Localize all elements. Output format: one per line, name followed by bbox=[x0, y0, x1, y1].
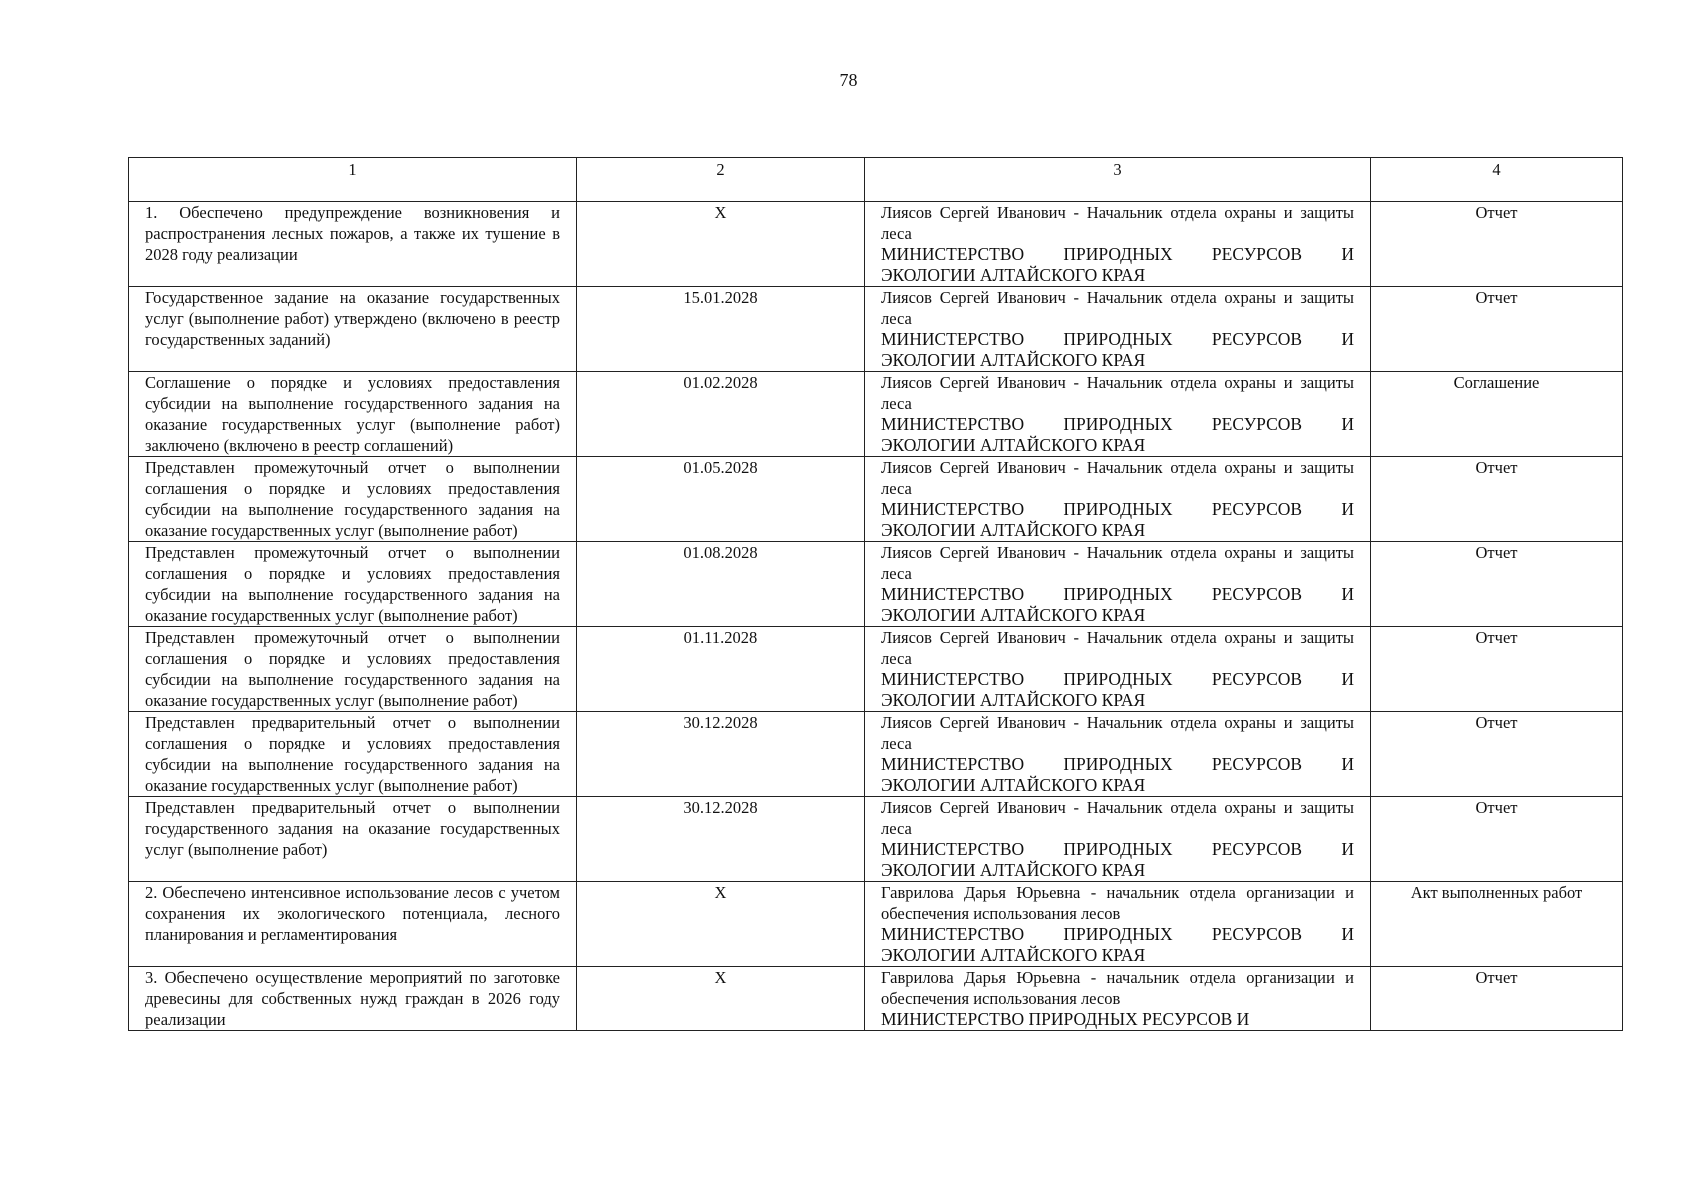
row-document-type-cell bbox=[1371, 372, 1623, 457]
row-title: Представлен промежуточный отчет о выполнении соглашения о порядке и условиях предоставления субсидии на выполнение государственного задания на оказание государственных услуг (выполнение работ) bbox=[145, 543, 560, 625]
table-row bbox=[129, 202, 1623, 287]
row-responsible-cell bbox=[865, 457, 1371, 542]
row-responsible-person: Лиясов Сергей Иванович - Начальник отдела охраны и защиты леса bbox=[881, 543, 1354, 583]
row-document-type-cell bbox=[1371, 712, 1623, 797]
table-row bbox=[129, 627, 1623, 712]
row-title: 1. Обеспечено предупреждение возникновения и распространения лесных пожаров, а также их тушение в 2028 году реализации bbox=[145, 203, 560, 264]
row-title-cell bbox=[129, 202, 577, 287]
row-responsible-org-line2: ЭКОЛОГИИ АЛТАЙСКОГО КРАЯ bbox=[881, 775, 1146, 795]
row-document-type: Отчет bbox=[1475, 458, 1518, 477]
row-responsible-cell bbox=[865, 797, 1371, 882]
header-col-3: 3 bbox=[865, 158, 1371, 202]
table-header bbox=[129, 158, 1623, 202]
row-responsible-cell bbox=[865, 287, 1371, 372]
row-document-type-cell bbox=[1371, 457, 1623, 542]
row-responsible-org-line2: ЭКОЛОГИИ АЛТАЙСКОГО КРАЯ bbox=[881, 265, 1146, 285]
row-document-type: Отчет bbox=[1475, 713, 1518, 732]
row-responsible-person: Лиясов Сергей Иванович - Начальник отдела охраны и защиты леса bbox=[881, 373, 1354, 413]
row-title: Представлен предварительный отчет о выполнении соглашения о порядке и условиях предоставления субсидии на выполнение государственного задания на оказание государственных услуг (выполнение работ) bbox=[145, 713, 560, 795]
row-document-type: Отчет bbox=[1475, 203, 1518, 222]
row-title-cell bbox=[129, 542, 577, 627]
row-title: Представлен предварительный отчет о выполнении государственного задания на оказание государственных услуг (выполнение работ) bbox=[145, 798, 560, 859]
row-date-cell bbox=[577, 542, 865, 627]
row-responsible-org-line2: ЭКОЛОГИИ АЛТАЙСКОГО КРАЯ bbox=[881, 690, 1146, 710]
row-date: 01.05.2028 bbox=[683, 458, 758, 477]
row-document-type: Отчет bbox=[1475, 628, 1518, 647]
row-responsible-org-line1: МИНИСТЕРСТВО ПРИРОДНЫХ РЕСУРСОВ И bbox=[881, 839, 1354, 859]
table-row bbox=[129, 797, 1623, 882]
table-row bbox=[129, 542, 1623, 627]
row-document-type-cell bbox=[1371, 882, 1623, 967]
row-title-cell bbox=[129, 967, 577, 1031]
row-document-type: Отчет bbox=[1475, 798, 1518, 817]
row-responsible-person: Гаврилова Дарья Юрьевна - начальник отдела организации и обеспечения использования лесов bbox=[881, 883, 1354, 923]
row-responsible-org-line1: МИНИСТЕРСТВО ПРИРОДНЫХ РЕСУРСОВ И bbox=[881, 329, 1354, 349]
row-date-cell bbox=[577, 287, 865, 372]
row-responsible-org-line1: МИНИСТЕРСТВО ПРИРОДНЫХ РЕСУРСОВ И bbox=[881, 924, 1354, 944]
row-title-cell bbox=[129, 712, 577, 797]
row-responsible-cell bbox=[865, 882, 1371, 967]
row-responsible-org-line1: МИНИСТЕРСТВО ПРИРОДНЫХ РЕСУРСОВ И bbox=[881, 584, 1354, 604]
row-date: X bbox=[714, 968, 727, 987]
row-title-cell bbox=[129, 797, 577, 882]
row-date: 01.08.2028 bbox=[683, 543, 758, 562]
row-responsible-org-line2: ЭКОЛОГИИ АЛТАЙСКОГО КРАЯ bbox=[881, 945, 1146, 965]
row-document-type: Отчет bbox=[1475, 288, 1518, 307]
row-date-cell bbox=[577, 372, 865, 457]
row-title: Соглашение о порядке и условиях предоставления субсидии на выполнение государственного задания на оказание государственных услуг (выполнение работ) заключено (включено в реестр соглашений) bbox=[145, 373, 560, 455]
row-document-type-cell bbox=[1371, 797, 1623, 882]
row-date: 01.02.2028 bbox=[683, 373, 758, 392]
row-responsible-person: Лиясов Сергей Иванович - Начальник отдела охраны и защиты леса bbox=[881, 713, 1354, 753]
row-document-type-cell bbox=[1371, 287, 1623, 372]
row-responsible-org-line2: ЭКОЛОГИИ АЛТАЙСКОГО КРАЯ bbox=[881, 435, 1146, 455]
row-responsible-cell bbox=[865, 712, 1371, 797]
row-document-type-cell bbox=[1371, 967, 1623, 1031]
row-title: Государственное задание на оказание государственных услуг (выполнение работ) утверждено (включено в реестр государственных заданий) bbox=[145, 288, 560, 349]
row-date-cell bbox=[577, 797, 865, 882]
row-title: 2. Обеспечено интенсивное использование лесов с учетом сохранения их экологического потенциала, лесного планирования и регламентирования bbox=[145, 883, 560, 944]
table-row bbox=[129, 457, 1623, 542]
row-date-cell bbox=[577, 627, 865, 712]
row-responsible-person: Лиясов Сергей Иванович - Начальник отдела охраны и защиты леса bbox=[881, 628, 1354, 668]
row-date-cell bbox=[577, 882, 865, 967]
row-title-cell bbox=[129, 457, 577, 542]
header-col-4: 4 bbox=[1371, 158, 1623, 202]
row-responsible-org-line1: МИНИСТЕРСТВО ПРИРОДНЫХ РЕСУРСОВ И bbox=[881, 499, 1354, 519]
row-responsible-org-line1: МИНИСТЕРСТВО ПРИРОДНЫХ РЕСУРСОВ И bbox=[881, 414, 1354, 434]
row-title-cell bbox=[129, 287, 577, 372]
row-responsible-org-line2: ЭКОЛОГИИ АЛТАЙСКОГО КРАЯ bbox=[881, 860, 1146, 880]
header-col-1: 1 bbox=[129, 158, 577, 202]
row-date: 15.01.2028 bbox=[683, 288, 758, 307]
row-date: 30.12.2028 bbox=[683, 713, 758, 732]
row-title-cell bbox=[129, 372, 577, 457]
row-document-type-cell bbox=[1371, 202, 1623, 287]
row-title: Представлен промежуточный отчет о выполнении соглашения о порядке и условиях предоставления субсидии на выполнение государственного задания на оказание государственных услуг (выполнение работ) bbox=[145, 458, 560, 540]
row-date-cell bbox=[577, 967, 865, 1031]
row-document-type-cell bbox=[1371, 542, 1623, 627]
header-col-2: 2 bbox=[577, 158, 865, 202]
row-responsible-cell bbox=[865, 627, 1371, 712]
row-title-cell bbox=[129, 627, 577, 712]
table-body bbox=[129, 202, 1623, 1031]
table-row bbox=[129, 712, 1623, 797]
row-date: 30.12.2028 bbox=[683, 798, 758, 817]
row-responsible-org-line2: ЭКОЛОГИИ АЛТАЙСКОГО КРАЯ bbox=[881, 350, 1146, 370]
row-document-type: Соглашение bbox=[1453, 373, 1540, 392]
header-row bbox=[129, 158, 1623, 202]
row-date-cell bbox=[577, 202, 865, 287]
row-responsible-person: Лиясов Сергей Иванович - Начальник отдела охраны и защиты леса bbox=[881, 288, 1354, 328]
row-responsible-org-line2: ЭКОЛОГИИ АЛТАЙСКОГО КРАЯ bbox=[881, 605, 1146, 625]
row-responsible-cell bbox=[865, 372, 1371, 457]
row-document-type: Акт выполненных работ bbox=[1410, 883, 1583, 902]
row-title-cell bbox=[129, 882, 577, 967]
row-responsible-person: Лиясов Сергей Иванович - Начальник отдела охраны и защиты леса bbox=[881, 203, 1354, 243]
row-date-cell bbox=[577, 712, 865, 797]
table-row bbox=[129, 967, 1623, 1031]
row-responsible-cell bbox=[865, 202, 1371, 287]
row-date: 01.11.2028 bbox=[683, 628, 758, 647]
row-date: X bbox=[714, 883, 727, 902]
page-number: 78 bbox=[839, 70, 858, 90]
row-responsible-org-line1: МИНИСТЕРСТВО ПРИРОДНЫХ РЕСУРСОВ И bbox=[881, 244, 1354, 264]
schedule-table bbox=[128, 157, 1623, 1031]
row-responsible-person: Лиясов Сергей Иванович - Начальник отдела охраны и защиты леса bbox=[881, 798, 1354, 838]
row-responsible-person: Гаврилова Дарья Юрьевна - начальник отдела организации и обеспечения использования лесов bbox=[881, 968, 1354, 1008]
row-document-type-cell bbox=[1371, 627, 1623, 712]
row-date: X bbox=[714, 203, 727, 222]
row-responsible-org-line1: МИНИСТЕРСТВО ПРИРОДНЫХ РЕСУРСОВ И bbox=[881, 1009, 1250, 1029]
row-responsible-org-line1: МИНИСТЕРСТВО ПРИРОДНЫХ РЕСУРСОВ И bbox=[881, 754, 1354, 774]
row-responsible-cell bbox=[865, 542, 1371, 627]
table-row bbox=[129, 372, 1623, 457]
row-responsible-cell bbox=[865, 967, 1371, 1031]
table-row bbox=[129, 882, 1623, 967]
row-responsible-person: Лиясов Сергей Иванович - Начальник отдела охраны и защиты леса bbox=[881, 458, 1354, 498]
row-title: 3. Обеспечено осуществление мероприятий по заготовке древесины для собственных нужд граждан в 2026 году реализации bbox=[145, 968, 560, 1029]
row-document-type: Отчет bbox=[1475, 968, 1518, 987]
row-title: Представлен промежуточный отчет о выполнении соглашения о порядке и условиях предоставления субсидии на выполнение государственного задания на оказание государственных услуг (выполнение работ) bbox=[145, 628, 560, 710]
row-date-cell bbox=[577, 457, 865, 542]
row-responsible-org-line2: ЭКОЛОГИИ АЛТАЙСКОГО КРАЯ bbox=[881, 520, 1146, 540]
table-row bbox=[129, 287, 1623, 372]
row-responsible-org-line1: МИНИСТЕРСТВО ПРИРОДНЫХ РЕСУРСОВ И bbox=[881, 669, 1354, 689]
row-document-type: Отчет bbox=[1475, 543, 1518, 562]
